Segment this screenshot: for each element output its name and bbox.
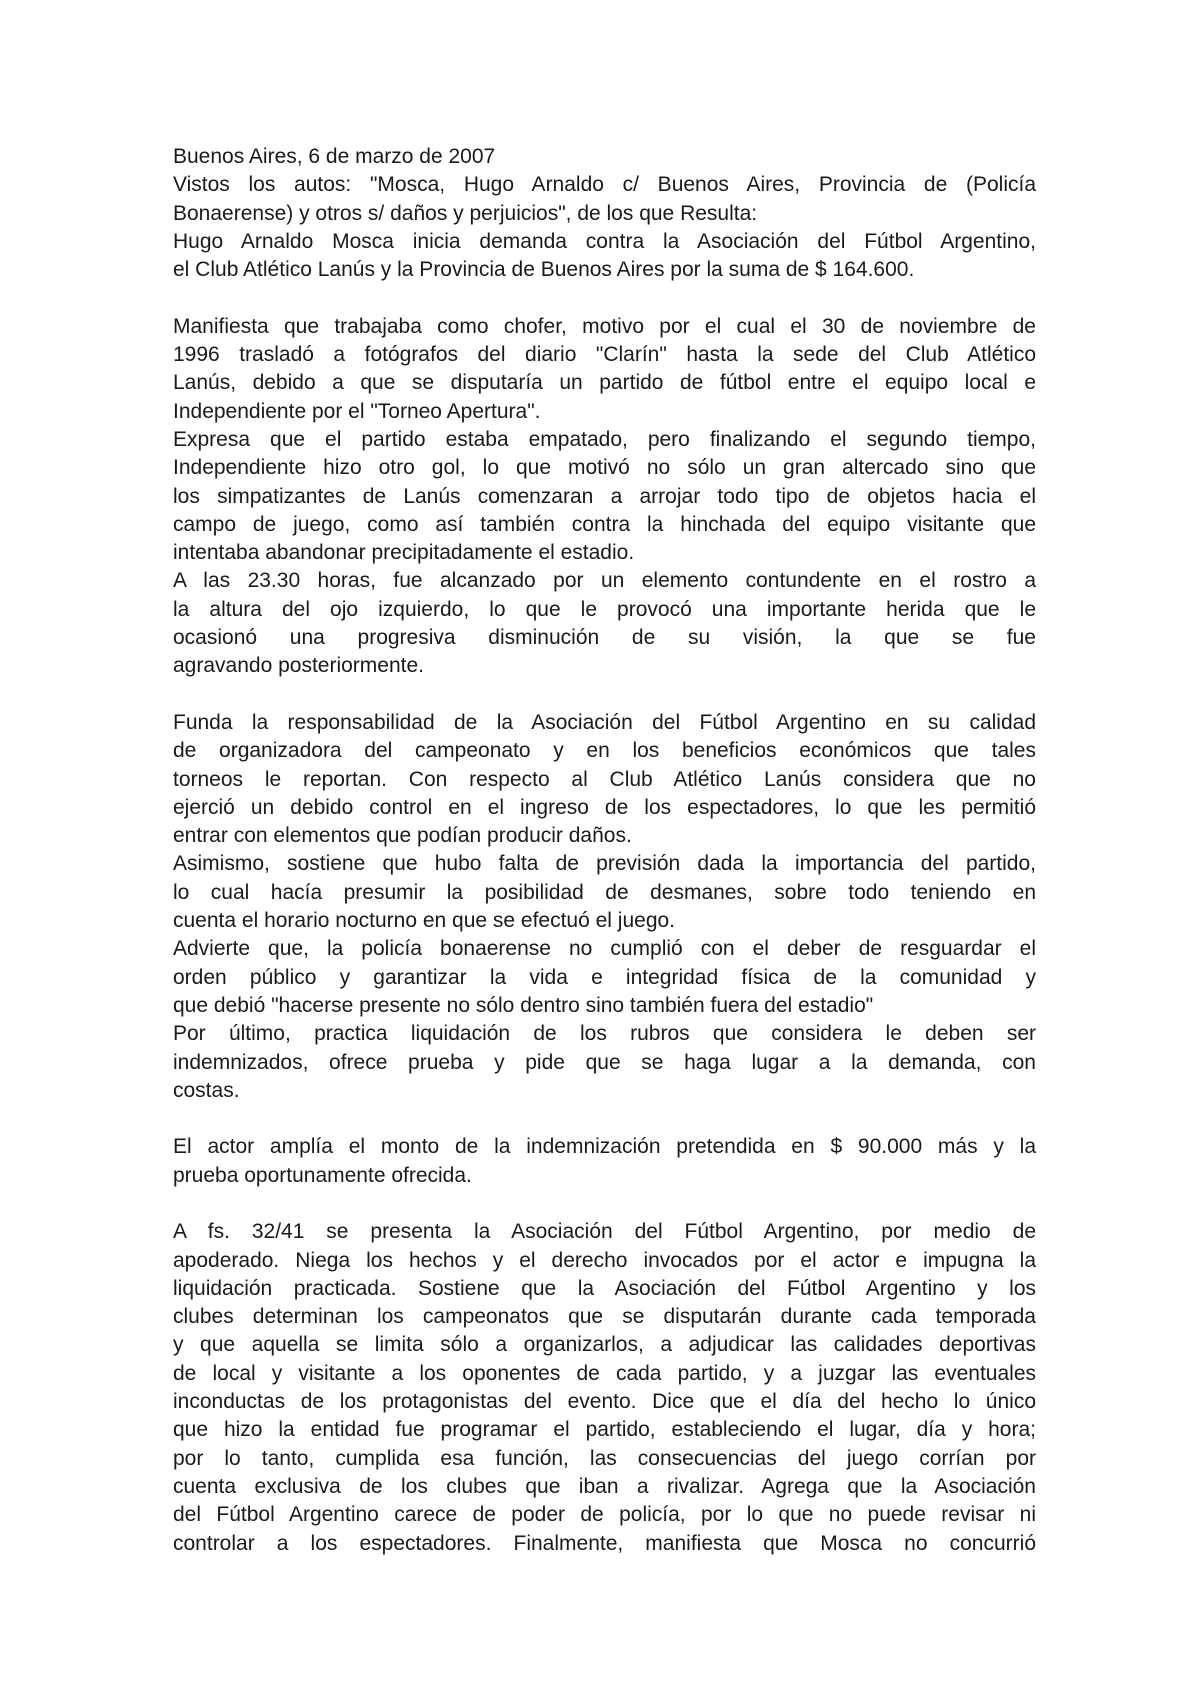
text-line: A fs. 32/41 se presenta la Asociación del Fútbol Argentino, por medio de — [173, 1220, 1036, 1244]
text-line: Bonaerense) y otros s/ daños y perjuicios", de los que Resulta: — [173, 201, 758, 225]
text-line: agravando posteriormente. — [173, 654, 424, 678]
text-line: Vistos los autos: "Mosca, Hugo Arnaldo c/ Buenos Aires, Provincia de (Policía — [173, 173, 1036, 197]
text-line: Asimismo, sostiene que hubo falta de previsión dada la importancia del partido, — [173, 852, 1036, 876]
text-line: por lo tanto, cumplida esa función, las consecuencias del juego corrían por — [173, 1446, 1036, 1470]
text-line: Independiente hizo otro gol, lo que motivó no sólo un gran altercado sino que — [173, 456, 1036, 480]
text-line: Hugo Arnaldo Mosca inicia demanda contra la Asociación del Fútbol Argentino, — [173, 229, 1036, 253]
text-line: liquidación practicada. Sostiene que la Asociación del Fútbol Argentino y los — [173, 1276, 1036, 1300]
text-line: ocasionó una progresiva disminución de su visión, la que se fue — [173, 626, 1036, 650]
text-line: intentaba abandonar precipitadamente el estadio. — [173, 541, 635, 565]
text-line: la altura del ojo izquierdo, lo que le provocó una importante herida que le — [173, 597, 1036, 621]
blank-line — [173, 1190, 1036, 1218]
text-line: Lanús, debido a que se disputaría un partido de fútbol entre el equipo local e — [173, 371, 1036, 395]
text-line: Por último, practica liquidación de los rubros que considera le deben ser — [173, 1022, 1036, 1046]
text-line: controlar a los espectadores. Finalmente, manifiesta que Mosca no concurrió — [173, 1531, 1036, 1555]
text-line: entrar con elementos que podían producir daños. — [173, 824, 632, 848]
text-line: Funda la responsabilidad de la Asociación del Fútbol Argentino en su calidad — [173, 710, 1036, 734]
text-line: inconductas de los protagonistas del evento. Dice que el día del hecho lo único — [173, 1390, 1036, 1414]
text-line: y que aquella se limita sólo a organizarlos, a adjudicar las calidades deportivas — [173, 1333, 1036, 1357]
text-line: lo cual hacía presumir la posibilidad de desmanes, sobre todo teniendo en — [173, 880, 1036, 904]
text-line: Expresa que el partido estaba empatado, pero finalizando el segundo tiempo, — [173, 427, 1036, 451]
text-line: Manifiesta que trabajaba como chofer, motivo por el cual el 30 de noviembre de — [173, 314, 1036, 338]
text-line: campo de juego, como así también contra la hinchada del equipo visitante que — [173, 512, 1036, 536]
text-line: cuenta exclusiva de los clubes que iban a rivalizar. Agrega que la Asociación — [173, 1474, 1036, 1498]
text-line: de local y visitante a los oponentes de cada partido, y a juzgar las eventuales — [173, 1361, 1036, 1385]
text-line: prueba oportunamente ofrecida. — [173, 1163, 472, 1187]
text-line: cuenta el horario nocturno en que se efectuó el juego. — [173, 909, 676, 933]
text-line: el Club Atlético Lanús y la Provincia de Buenos Aires por la suma de $ 164.600. — [173, 258, 915, 282]
document-page — [173, 143, 1036, 1558]
blank-line — [173, 1105, 1036, 1133]
text-line: de organizadora del campeonato y en los beneficios económicos que tales — [173, 739, 1036, 763]
blank-line — [173, 681, 1036, 709]
blank-line — [173, 284, 1036, 312]
text-line: A las 23.30 horas, fue alcanzado por un elemento contundente en el rostro a — [173, 569, 1036, 593]
text-line: ejerció un debido control en el ingreso de los espectadores, lo que les permitió — [173, 795, 1036, 819]
text-line: 1996 trasladó a fotógrafos del diario "Clarín" hasta la sede del Club Atlético — [173, 343, 1036, 367]
text-line: indemnizados, ofrece prueba y pide que se haga lugar a la demanda, con — [173, 1050, 1036, 1074]
text-line: Buenos Aires, 6 de marzo de 2007 — [173, 145, 496, 168]
text-line: del Fútbol Argentino carece de poder de policía, por lo que no puede revisar ni — [173, 1503, 1036, 1527]
text-line: que debió "hacerse presente no sólo dentro sino también fuera del estadio" — [173, 993, 874, 1017]
text-line: orden público y garantizar la vida e integridad física de la comunidad y — [173, 965, 1036, 989]
text-line: los simpatizantes de Lanús comenzaran a arrojar todo tipo de objetos hacia el — [173, 484, 1036, 508]
text-line: El actor amplía el monto de la indemnización pretendida en $ 90.000 más y la — [173, 1135, 1036, 1159]
text-line: clubes determinan los campeonatos que se disputarán durante cada temporada — [173, 1305, 1036, 1329]
text-line: que hizo la entidad fue programar el partido, estableciendo el lugar, día y hora; — [173, 1418, 1036, 1442]
text-line: apoderado. Niega los hechos y el derecho invocados por el actor e impugna la — [173, 1248, 1036, 1272]
text-line: Independiente por el "Torneo Apertura". — [173, 399, 541, 423]
text-line: costas. — [173, 1078, 240, 1102]
text-line: Advierte que, la policía bonaerense no cumplió con el deber de resguardar el — [173, 937, 1036, 961]
text-line: torneos le reportan. Con respecto al Club Atlético Lanús considera que no — [173, 767, 1036, 791]
